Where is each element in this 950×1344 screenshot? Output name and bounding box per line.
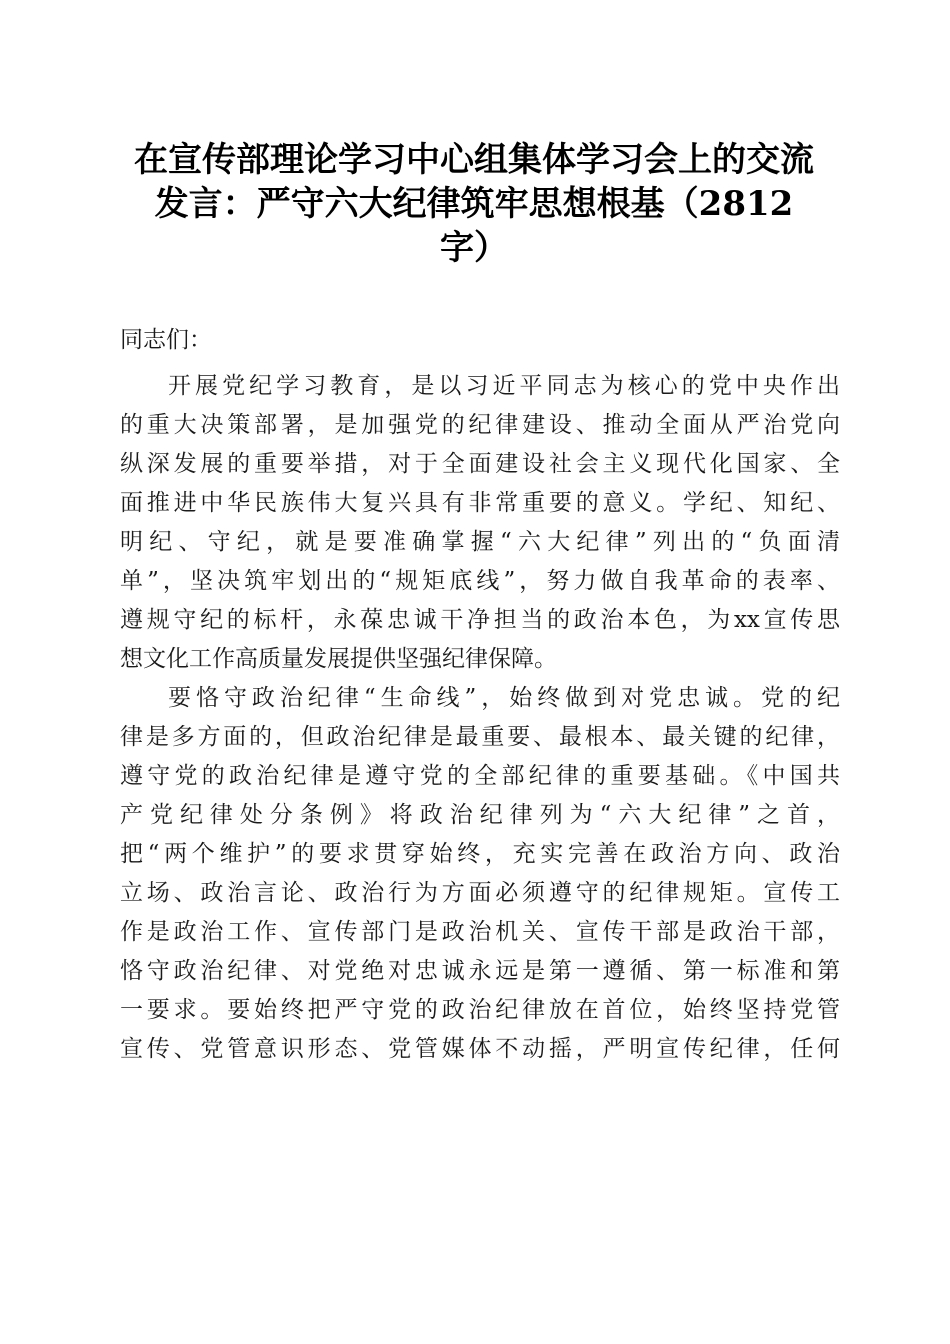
paragraph-line: 立场、政治言论、政治行为方面必须遵守的纪律规矩。宣传工 xyxy=(120,880,840,906)
paragraph-line: 律是多方面的，但政治纪律是最重要、最根本、最关键的纪律， xyxy=(120,724,840,750)
title-line: 发言：严守六大纪律筑牢思想根基（2812 xyxy=(154,184,794,224)
paragraph-line: 面推进中华民族伟大复兴具有非常重要的意义。学纪、知纪、 xyxy=(120,490,840,516)
paragraph-line: 遵规守纪的标杆，永葆忠诚干净担当的政治本色，为xx宣传思 xyxy=(120,607,840,633)
paragraph-line: 纵深发展的重要举措，对于全面建设社会主义现代化国家、全 xyxy=(120,451,840,477)
paragraph-line: 把“两个维护”的要求贯穿始终，充实完善在政治方向、政治 xyxy=(120,841,840,867)
paragraph-line: 开展党纪学习教育，是以习近平同志为核心的党中央作出 xyxy=(168,373,840,399)
paragraph-2 xyxy=(120,678,840,1068)
title-line: 字） xyxy=(440,228,508,268)
document-title xyxy=(118,138,830,270)
paragraph-line: 想文化工作高质量发展提供坚强纪律保障。 xyxy=(120,646,557,672)
paragraph-1 xyxy=(120,366,840,678)
paragraph-line: 遵守党的政治纪律是遵守党的全部纪律的重要基础。《中国共 xyxy=(120,763,840,789)
paragraph-line: 产党纪律处分条例》将政治纪律列为“六大纪律”之首， xyxy=(120,802,840,828)
document-body xyxy=(120,320,840,1068)
paragraph-line: 要恪守政治纪律“生命线”，始终做到对党忠诚。党的纪 xyxy=(168,685,840,711)
paragraph-line: 一要求。要始终把严守党的政治纪律放在首位，始终坚持党管 xyxy=(120,997,840,1023)
title-line: 在宣传部理论学习中心组集体学习会上的交流 xyxy=(134,140,814,180)
paragraph-line: 宣传、党管意识形态、党管媒体不动摇，严明宣传纪律，任何 xyxy=(120,1036,840,1062)
paragraph-line: 的重大决策部署，是加强党的纪律建设、推动全面从严治党向 xyxy=(120,412,840,438)
paragraph-line: 明纪、守纪，就是要准确掌握“六大纪律”列出的“负面清 xyxy=(120,529,840,555)
paragraph-line: 单”，坚决筑牢划出的“规矩底线”，努力做自我革命的表率、 xyxy=(120,568,840,594)
paragraph-line: 作是政治工作、宣传部门是政治机关、宣传干部是政治干部， xyxy=(120,919,840,945)
paragraph-line: 恪守政治纪律、对党绝对忠诚永远是第一遵循、第一标准和第 xyxy=(120,958,840,984)
salutation: 同志们： xyxy=(120,327,212,353)
